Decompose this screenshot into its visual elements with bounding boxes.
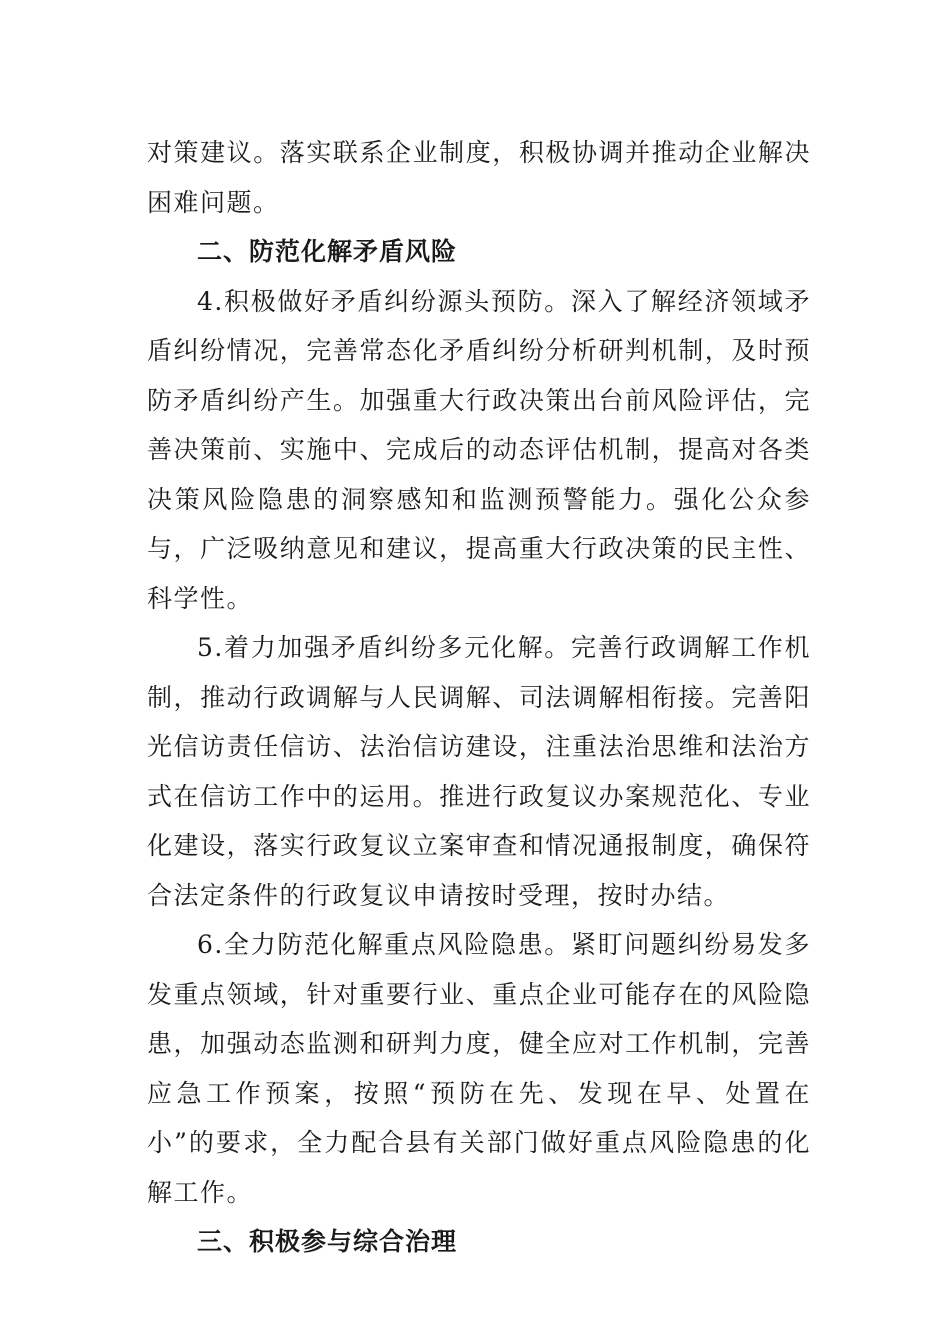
paragraph-item-4-lead: 4.积极做好矛盾纠纷源头预防。 [197,286,571,316]
section-heading-3: 三、积极参与综合治理 [197,1227,458,1256]
paragraph-continuation: 对策建议。落实联系企业制度，积极协调并推动企业解决困难问题。 [147,138,811,217]
paragraph-item-5 [147,623,811,920]
document-body [147,128,811,1267]
paragraph-item-5-text: 完善行政调解工作机制，推动行政调解与人民调解、司法调解相衔接。完善阳光信访责任信访、法治信访建设，注重法治思维和法治方式在信访工作中的运用。推进行政复议办案规范化、专业化建设，落实行政复议立案审查和情况通报制度，确保符合法定条件的行政复议申请按时受理，按时办结。 [147,633,811,910]
paragraph-item-4-text: 深入了解经济领域矛盾纠纷情况，完善常态化矛盾纠纷分析研判机制，及时预防矛盾纠纷产生。加强重大行政决策出台前风险评估，完善决策前、实施中、完成后的动态评估机制，提高对各类决策风险隐患的洞察感知和监测预警能力。强化公众参与，广泛吸纳意见和建议，提高重大行政决策的民主性、科学性。 [147,286,811,613]
paragraph-item-5-lead: 5.着力加强矛盾纠纷多元化解。 [197,633,571,662]
paragraph-item-6-text: 紧盯问题纠纷易发多发重点领域，针对重要行业、重点企业可能存在的风险隐患，加强动态监测和研判力度，健全应对工作机制，完善应急工作预案，按照“预防在先、发现在早、处置在小”的要求，全力配合县有关部门做好重点风险隐患的化解工作。 [147,930,811,1207]
paragraph-item-6 [147,920,811,1217]
paragraph-item-6-lead: 6.全力防范化解重点风险隐患。 [197,930,571,959]
section-heading-2: 二、防范化解矛盾风险 [197,237,458,266]
paragraph-item-4 [147,277,811,624]
